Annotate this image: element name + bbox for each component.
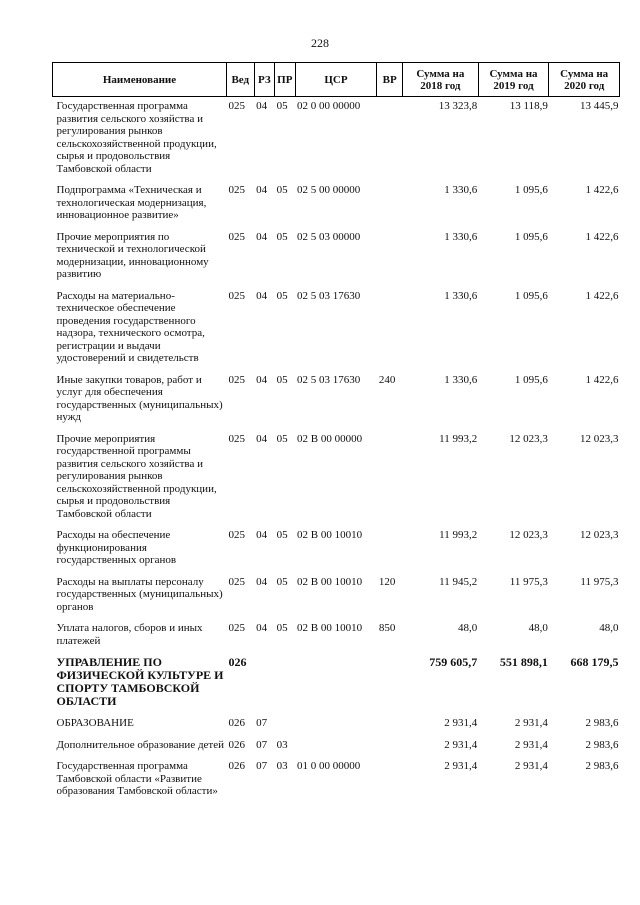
cell-ved: 025 xyxy=(228,432,245,445)
cell-sum-2018: 1 330,6 xyxy=(444,373,478,386)
table-row xyxy=(53,97,620,185)
cell-ved: 025 xyxy=(228,230,245,243)
table-row xyxy=(53,433,620,530)
table-row xyxy=(53,576,620,623)
table-body xyxy=(53,97,620,807)
cell-sum-2020: 2 983,6 xyxy=(585,760,619,772)
cell-name: Прочие мероприятия государственной программы развития сельского хозяйства и регулирования рынков сельскохозяйственной продукции, сырья и продовольствия Тамбовской области xyxy=(56,432,217,520)
table-row xyxy=(53,184,620,231)
table-row xyxy=(53,760,620,807)
cell-name: Дополнительное образование детей xyxy=(56,738,225,751)
header-csr: ЦСР xyxy=(295,63,377,97)
cell-name: УПРАВЛЕНИЕ ПО ФИЗИЧЕСКОЙ КУЛЬТУРЕ И СПОРТУ ТАМБОВСКОЙ ОБЛАСТИ xyxy=(56,655,224,708)
cell-sum-2018: 1 330,6 xyxy=(444,230,478,243)
cell-sum-2018: 2 931,4 xyxy=(444,738,478,751)
cell-ved: 025 xyxy=(228,529,245,541)
cell-csr xyxy=(295,717,377,739)
cell-csr: 02 В 00 00000 xyxy=(297,432,363,445)
cell-ved: 025 xyxy=(228,373,245,386)
cell-sum-2018: 2 931,4 xyxy=(444,760,478,772)
cell-pr: 05 xyxy=(276,100,288,112)
cell-sum-2019: 12 023,3 xyxy=(509,529,548,541)
cell-vr xyxy=(377,290,403,374)
cell-sum-2020: 1 422,6 xyxy=(585,184,619,196)
cell-sum-2019: 1 095,6 xyxy=(514,230,548,243)
cell-name: Прочие мероприятия по технической и технологической модернизации, инновационному развитию xyxy=(56,230,209,280)
table-row xyxy=(53,374,620,433)
cell-rz: 04 xyxy=(256,432,268,445)
cell-vr xyxy=(377,433,403,530)
page-number: 228 xyxy=(311,36,329,50)
cell-vr xyxy=(377,529,403,576)
cell-rz xyxy=(254,656,274,717)
cell-pr: 05 xyxy=(276,575,288,588)
cell-csr xyxy=(295,739,377,761)
cell-ved: 025 xyxy=(228,575,245,588)
cell-csr: 02 5 03 17630 xyxy=(297,289,361,302)
cell-sum-2019: 48,0 xyxy=(528,622,548,634)
cell-sum-2020: 1 422,6 xyxy=(585,373,619,386)
cell-vr: 240 xyxy=(378,373,396,386)
header-sum-2018: Сумма на 2018 год xyxy=(403,63,479,97)
cell-name: Подпрограмма «Техническая и технологическая модернизация, инновационное развитие» xyxy=(56,184,207,221)
cell-sum-2018: 11 945,2 xyxy=(439,575,478,588)
cell-sum-2019: 13 118,9 xyxy=(509,100,548,112)
cell-sum-2019: 2 931,4 xyxy=(514,717,548,729)
cell-ved: 026 xyxy=(228,738,245,751)
table-header-row xyxy=(53,63,620,97)
cell-vr xyxy=(377,739,403,761)
table-row xyxy=(53,739,620,761)
cell-csr: 02 В 00 10010 xyxy=(297,622,363,634)
table-row xyxy=(53,231,620,290)
cell-vr: 120 xyxy=(378,575,396,588)
cell-sum-2018: 11 993,2 xyxy=(439,432,478,445)
header-name: Наименование xyxy=(53,63,227,97)
cell-rz: 04 xyxy=(256,373,268,386)
cell-name: Расходы на обеспечение функционирования государственных органов xyxy=(56,529,177,566)
cell-sum-2019: 2 931,4 xyxy=(514,760,548,772)
header-pr: ПР xyxy=(275,63,295,97)
cell-csr: 02 В 00 10010 xyxy=(297,575,363,588)
cell-csr xyxy=(295,656,377,717)
cell-csr: 01 0 00 00000 xyxy=(297,760,361,772)
cell-pr: 05 xyxy=(276,289,288,302)
cell-rz: 04 xyxy=(256,575,268,588)
cell-name: Государственная программа Тамбовской области «Развитие образования Тамбовской области» xyxy=(56,760,218,797)
table-row xyxy=(53,290,620,374)
header-sum-2020: Сумма на 2020 год xyxy=(549,63,620,97)
cell-sum-2020: 1 422,6 xyxy=(585,230,619,243)
budget-table xyxy=(52,62,620,807)
cell-pr: 03 xyxy=(276,738,288,751)
cell-sum-2020: 2 983,6 xyxy=(585,738,619,751)
table-row xyxy=(53,622,620,656)
cell-csr: 02 5 03 00000 xyxy=(297,230,361,243)
cell-sum-2019: 11 975,3 xyxy=(509,575,548,588)
cell-sum-2018: 1 330,6 xyxy=(444,289,478,302)
table-row xyxy=(53,529,620,576)
cell-pr xyxy=(275,717,295,739)
cell-pr: 05 xyxy=(276,432,288,445)
cell-rz: 04 xyxy=(256,100,268,112)
cell-pr xyxy=(275,656,295,717)
cell-sum-2020: 12 023,3 xyxy=(580,529,619,541)
header-ved: Вед xyxy=(226,63,254,97)
cell-sum-2020: 1 422,6 xyxy=(585,289,619,302)
cell-sum-2020: 668 179,5 xyxy=(570,655,619,669)
cell-name: Иные закупки товаров, работ и услуг для обеспечения государственных (муниципальных) нужд xyxy=(56,373,223,423)
cell-rz: 04 xyxy=(256,529,268,541)
cell-pr: 05 xyxy=(276,529,288,541)
cell-sum-2019: 12 023,3 xyxy=(509,432,548,445)
cell-rz: 04 xyxy=(256,622,268,634)
cell-pr: 05 xyxy=(276,373,288,386)
cell-sum-2019: 1 095,6 xyxy=(514,373,548,386)
cell-vr xyxy=(377,184,403,231)
table-row xyxy=(53,717,620,739)
cell-rz: 04 xyxy=(256,289,268,302)
cell-ved: 025 xyxy=(228,622,245,634)
cell-sum-2020: 11 975,3 xyxy=(580,575,619,588)
cell-sum-2018: 759 605,7 xyxy=(429,655,478,669)
cell-pr: 05 xyxy=(276,184,288,196)
cell-ved: 025 xyxy=(228,184,245,196)
cell-vr xyxy=(377,656,403,717)
cell-ved: 025 xyxy=(228,100,245,112)
cell-vr xyxy=(377,231,403,290)
cell-rz: 04 xyxy=(256,184,268,196)
cell-rz: 07 xyxy=(256,717,268,729)
header-sum-2019: Сумма на 2019 год xyxy=(478,63,549,97)
cell-vr xyxy=(377,760,403,807)
cell-name: Расходы на выплаты персоналу государственных (муниципальных) органов xyxy=(56,575,223,613)
cell-vr: 850 xyxy=(378,622,396,634)
cell-ved: 026 xyxy=(228,760,245,772)
header-rz: РЗ xyxy=(254,63,274,97)
cell-vr xyxy=(377,717,403,739)
cell-sum-2018: 13 323,8 xyxy=(438,100,478,112)
cell-sum-2018: 1 330,6 xyxy=(444,184,478,196)
cell-sum-2020: 12 023,3 xyxy=(580,432,619,445)
cell-sum-2019: 551 898,1 xyxy=(499,655,548,669)
cell-name: Расходы на материально-техническое обеспечение проведения государственного надзора, технического осмотра, регистрации и выдачи удостоверений и свидетельств xyxy=(56,289,205,364)
cell-vr xyxy=(377,97,403,185)
cell-sum-2018: 11 993,2 xyxy=(439,529,478,541)
cell-sum-2019: 1 095,6 xyxy=(514,184,548,196)
cell-name: ОБРАЗОВАНИЕ xyxy=(56,717,134,729)
cell-rz: 07 xyxy=(256,760,268,772)
cell-pr: 03 xyxy=(276,760,288,772)
cell-ved: 025 xyxy=(228,289,245,302)
cell-ved: 026 xyxy=(228,717,245,729)
cell-csr: 02 0 00 00000 xyxy=(297,100,361,112)
header-vr: ВР xyxy=(377,63,403,97)
cell-sum-2018: 48,0 xyxy=(457,622,478,634)
table-row xyxy=(53,656,620,717)
cell-sum-2018: 2 931,4 xyxy=(444,717,478,729)
cell-sum-2020: 13 445,9 xyxy=(580,100,619,112)
cell-csr: 02 5 03 17630 xyxy=(297,373,361,386)
cell-rz: 07 xyxy=(256,738,268,751)
cell-sum-2019: 1 095,6 xyxy=(514,289,548,302)
cell-sum-2019: 2 931,4 xyxy=(514,738,548,751)
cell-rz: 04 xyxy=(256,230,268,243)
cell-csr: 02 5 00 00000 xyxy=(297,184,361,196)
cell-pr: 05 xyxy=(276,230,288,243)
cell-name: Уплата налогов, сборов и иных платежей xyxy=(56,622,203,647)
cell-sum-2020: 2 983,6 xyxy=(585,717,619,729)
cell-csr: 02 В 00 10010 xyxy=(297,529,363,541)
cell-sum-2020: 48,0 xyxy=(599,622,619,634)
cell-ved: 026 xyxy=(228,655,247,669)
cell-name: Государственная программа развития сельского хозяйства и регулирования рынков сельскохозяйственной продукции, сырья и продовольствия Тамбовской области xyxy=(56,100,217,175)
cell-pr: 05 xyxy=(276,622,288,634)
